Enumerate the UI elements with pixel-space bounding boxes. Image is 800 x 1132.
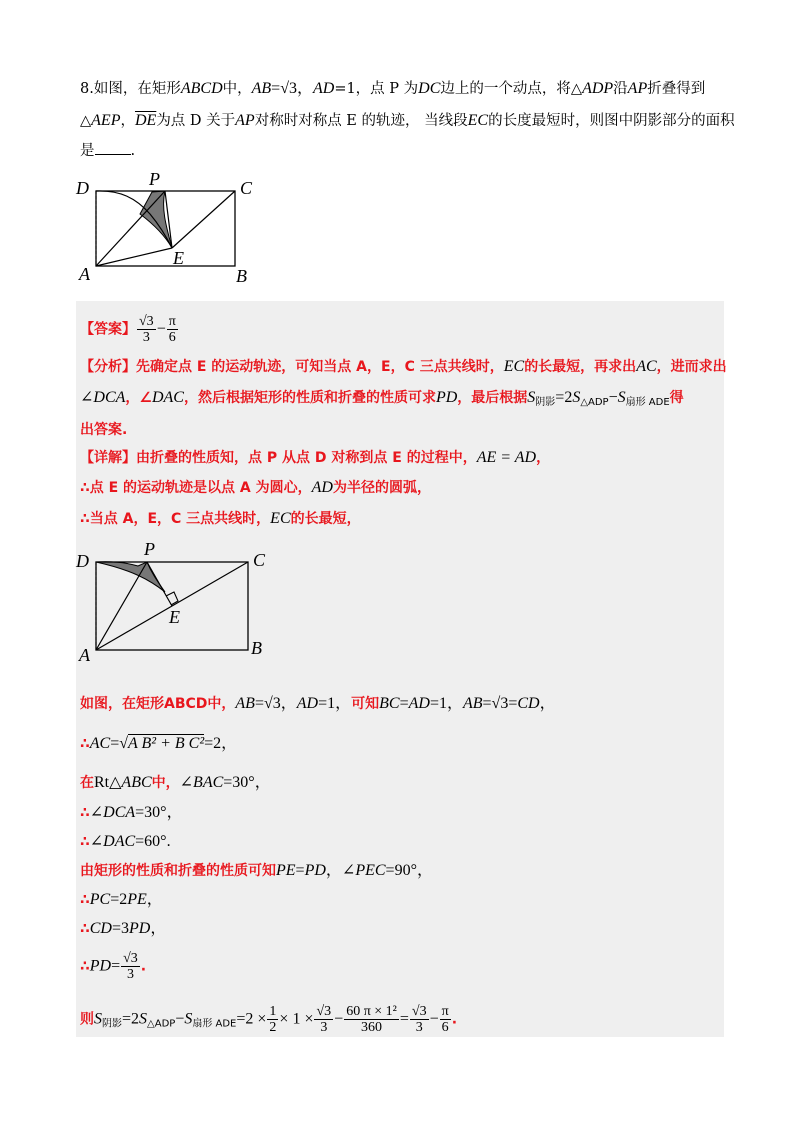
line-ec <box>172 191 235 248</box>
answer-line <box>80 314 179 345</box>
numerator: √3 <box>123 951 138 966</box>
math: × 1 × <box>279 1010 314 1028</box>
q-text: 对称时对称点 E 的轨迹， 当线段 <box>254 113 468 129</box>
math: EC <box>503 358 525 375</box>
text: 的长最短，再求出 <box>524 359 637 375</box>
math: Rt△ <box>94 774 122 791</box>
math: =2 × <box>236 1010 267 1028</box>
text: ∴当点 A，E，C 三点共线时， <box>80 511 271 527</box>
label-d: D <box>76 551 89 571</box>
math: S <box>572 389 581 406</box>
text: 可知 <box>351 696 380 712</box>
math: = <box>295 862 305 879</box>
fraction <box>344 1004 399 1035</box>
q-text: . <box>130 143 136 159</box>
text: ，然后根据矩形的性质和折叠的性质可求 <box>183 390 436 406</box>
q-text: 的长度最短时，则图中阴影部分的面积 <box>488 113 735 129</box>
text: ， <box>536 450 551 466</box>
q-math: EC <box>467 112 489 129</box>
label-e: E <box>173 248 184 268</box>
math: = <box>399 1010 409 1028</box>
q-math: ABCD <box>180 80 223 97</box>
fraction <box>167 314 178 345</box>
numerator: √3 <box>316 1004 332 1019</box>
math: =2 <box>122 1010 140 1028</box>
question-line-2 <box>80 112 735 130</box>
q-math: DC <box>418 80 441 97</box>
fraction <box>121 951 140 982</box>
q-text: 8.如图，在矩形 <box>80 81 181 97</box>
detail-line-3 <box>80 510 361 528</box>
math: S <box>184 1010 193 1028</box>
line-ae <box>96 248 172 266</box>
numerator: √3 <box>411 1004 427 1019</box>
q-text: 是 <box>80 143 95 159</box>
math: DAC <box>103 833 136 850</box>
text: 先确定点 E 的运动轨迹，可知当点 A，E，C 三点共线时， <box>136 359 504 375</box>
text: 由矩形的性质和折叠的性质可知 <box>80 863 276 879</box>
math: DAC <box>151 389 184 406</box>
subscript: △ADP <box>147 1018 176 1030</box>
text: ∴ <box>80 958 90 975</box>
fraction <box>137 314 156 345</box>
math: ABC <box>121 774 152 791</box>
q-arc-de: $\overline{DE}$ <box>134 112 157 129</box>
denominator: 6 <box>168 330 176 345</box>
text: ∴ <box>80 805 90 821</box>
detail-line-7 <box>80 804 183 822</box>
detail-line-12 <box>80 951 146 982</box>
q-math: AD <box>312 80 335 97</box>
q-math: AB <box>251 80 272 97</box>
math: ， <box>146 891 163 908</box>
text: 出答案. <box>80 422 128 438</box>
text: ∴ <box>80 834 90 850</box>
math: CD <box>89 920 112 937</box>
math: = <box>110 735 120 752</box>
line-pe <box>147 562 172 606</box>
q-text: 沿 <box>613 81 628 97</box>
math: ， <box>539 695 556 712</box>
label-b: B <box>236 266 247 286</box>
text: ∴ <box>80 892 90 908</box>
math: AD <box>311 479 333 496</box>
numerator: 1 <box>269 1004 277 1019</box>
text: ∴点 E 的运动轨迹是以点 A 为圆心， <box>80 480 312 496</box>
q-math: AP <box>235 112 255 129</box>
detail-line-4 <box>80 695 556 713</box>
text: 由折叠的性质知，点 P 从点 D 对称到点 E 的过程中， <box>136 450 477 466</box>
math: AC <box>89 735 111 752</box>
math: =√3= <box>482 695 518 712</box>
fraction <box>314 1004 333 1035</box>
text: 则 <box>80 1011 94 1028</box>
detail-line-5 <box>80 735 237 753</box>
subscript: 扇形 ADE <box>625 397 670 408</box>
math: =3 <box>111 920 130 937</box>
denominator: 3 <box>320 1020 328 1035</box>
q-math: AP <box>627 80 648 97</box>
analysis-line-2 <box>80 389 684 412</box>
text: ∴ <box>80 921 90 937</box>
math: =60°. <box>135 833 171 850</box>
math: ∠ <box>80 389 94 406</box>
fraction <box>267 1004 278 1035</box>
detail-line-1 <box>80 449 550 467</box>
text: 得 <box>669 390 684 406</box>
q-text: 折叠得到 <box>647 81 706 97</box>
math: =1， <box>318 695 352 712</box>
detail-line-6 <box>80 774 271 792</box>
math: − <box>175 1010 185 1028</box>
question-line-3 <box>80 142 135 160</box>
label-a: A <box>79 645 90 665</box>
math: =√3， <box>254 695 297 712</box>
text: 的长最短， <box>290 511 361 527</box>
q-text: 边上的一个动点，将△ <box>440 81 583 97</box>
math: S <box>94 1010 102 1028</box>
math: BAC <box>193 774 224 791</box>
detail-line-11 <box>80 920 166 938</box>
text: . <box>140 958 147 975</box>
math: PD <box>304 862 326 879</box>
fraction <box>410 1004 429 1035</box>
text: ，进而求出 <box>656 359 727 375</box>
math: AB <box>235 695 255 712</box>
detail-line-13 <box>80 1004 457 1035</box>
shaded-region <box>96 562 165 592</box>
math: − <box>429 1010 439 1028</box>
answer-tag: 【答案】 <box>80 321 136 338</box>
detail-line-10 <box>80 891 163 909</box>
math: − <box>334 1010 344 1028</box>
label-a: A <box>79 264 90 284</box>
subscript: 扇形 ADE <box>192 1018 237 1030</box>
math: ，∠ <box>325 862 356 879</box>
label-p: P <box>149 169 160 189</box>
math: PD <box>129 920 151 937</box>
math: AD <box>296 695 319 712</box>
math: = <box>111 957 121 975</box>
math: BC <box>379 695 400 712</box>
math: PEC <box>355 862 386 879</box>
q-text: =1，点 P 为 <box>334 81 419 97</box>
denominator: 3 <box>142 330 150 345</box>
label-d: D <box>76 178 89 198</box>
label-p: P <box>144 540 155 559</box>
math: ∠ <box>179 774 194 791</box>
q-math: AEP <box>91 112 121 129</box>
detail-line-9 <box>80 862 433 880</box>
numerator: π <box>441 1004 449 1019</box>
text: 中， <box>151 775 180 791</box>
text: ，最后根据 <box>457 390 528 406</box>
question-line-1 <box>80 80 705 98</box>
math: AE = AD <box>476 449 537 466</box>
subscript: 阴影 <box>535 397 556 408</box>
math: PD <box>89 957 112 975</box>
math: =2 <box>555 389 573 406</box>
label-b: B <box>251 638 262 658</box>
math: =2， <box>204 735 238 752</box>
analysis-line-1 <box>80 358 727 376</box>
q-math: =√3， <box>271 80 313 97</box>
q-math: ADP <box>582 80 614 97</box>
text: 在 <box>80 775 94 791</box>
answer-blank <box>95 142 131 155</box>
line-ap <box>96 191 165 266</box>
math: − <box>608 389 618 406</box>
math: S <box>617 389 626 406</box>
q-text: △ <box>80 113 92 129</box>
text: ，∠ <box>125 390 152 406</box>
denominator: 3 <box>126 967 134 982</box>
text: 如图，在矩形ABCD中， <box>80 696 236 712</box>
denominator: 3 <box>415 1020 423 1035</box>
math: √ <box>119 735 129 752</box>
math: PE <box>276 862 296 879</box>
math: S <box>527 389 536 406</box>
q-text: 为点 D 关于 <box>156 113 236 129</box>
denominator: 360 <box>361 1020 383 1035</box>
math: PD <box>435 389 458 406</box>
numerator: π <box>168 314 176 329</box>
math: =2 <box>110 891 128 908</box>
math: ， <box>150 920 167 937</box>
math: AB <box>462 695 483 712</box>
math: PC <box>89 891 111 908</box>
math: EC <box>270 510 291 527</box>
text: . <box>451 1011 458 1028</box>
math: =30°， <box>135 804 183 821</box>
subscript: 阴影 <box>102 1018 122 1030</box>
denominator: 6 <box>441 1020 449 1035</box>
denominator: 2 <box>269 1020 277 1035</box>
line-ap <box>96 562 147 650</box>
numerator: 60 π × 1² <box>346 1004 397 1019</box>
math: =30°， <box>223 774 271 791</box>
detail-tag: 【详解】 <box>80 450 136 466</box>
math: DCA <box>93 389 126 406</box>
fraction <box>440 1004 451 1035</box>
figure-2 <box>70 540 280 665</box>
label-c: C <box>253 550 266 570</box>
math: =1， <box>429 695 463 712</box>
math: =90°， <box>385 862 433 879</box>
label-c: C <box>240 178 253 198</box>
math: S <box>139 1010 148 1028</box>
math: DCA <box>103 804 136 821</box>
label-e: E <box>169 607 180 627</box>
math: = <box>399 695 409 712</box>
math: PE <box>127 891 147 908</box>
figure-1 <box>70 168 270 288</box>
math: AD <box>408 695 430 712</box>
analysis-line-3 <box>80 421 127 439</box>
detail-line-8 <box>80 833 171 851</box>
math: A B² + B C² <box>128 735 205 752</box>
math: ∠ <box>89 833 104 850</box>
q-text: 中， <box>222 81 252 97</box>
text: 为半径的圆弧， <box>332 480 431 496</box>
analysis-tag: 【分析】 <box>80 359 136 375</box>
numerator: √3 <box>139 314 154 329</box>
subscript: △ADP <box>580 397 609 408</box>
math: ∠ <box>89 804 104 821</box>
detail-line-2 <box>80 479 431 497</box>
q-text: ， <box>120 113 135 129</box>
math: CD <box>517 695 540 712</box>
minus: − <box>156 320 166 338</box>
math: AC <box>636 358 657 375</box>
text: ∴ <box>80 736 90 752</box>
